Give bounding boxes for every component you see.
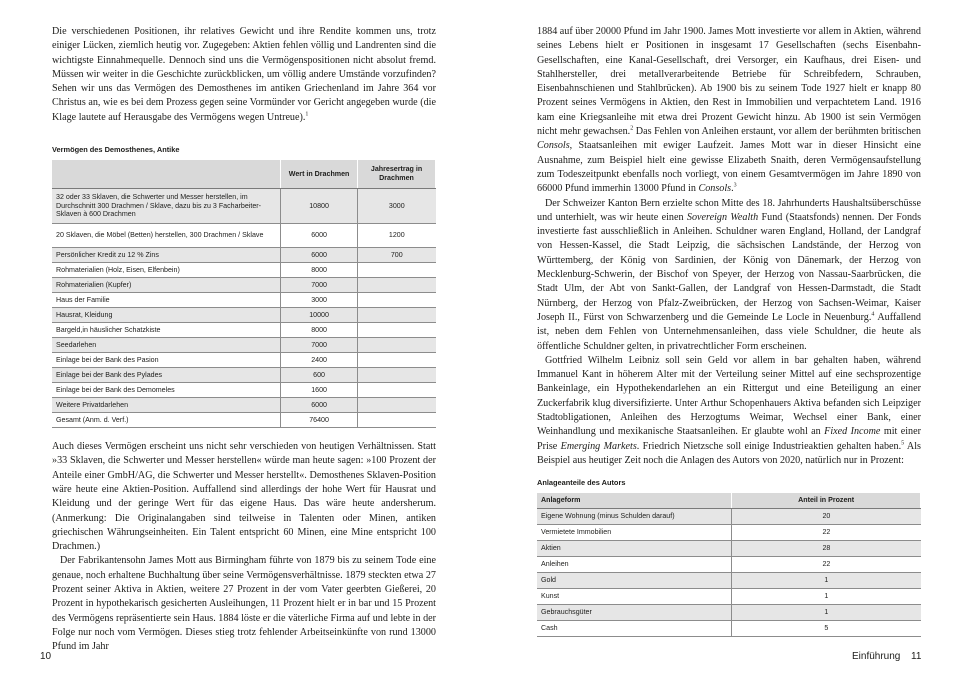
row-label: Aktien xyxy=(537,541,732,557)
row-label: Weitere Privatdarlehen xyxy=(52,398,281,413)
row-value: 1200 xyxy=(358,224,436,248)
row-value: 5 xyxy=(732,621,921,637)
table-header-row xyxy=(537,493,921,509)
table-row xyxy=(537,589,921,605)
paragraph: Auch dieses Vermögen erscheint uns nicht sehr verschieden von heutigen Verhältnissen. Statt »33 Sklaven, die Schwerter und Messer herstellen« würde man heute sagen: »100 Prozent der Anteile einer GmbH/AG, die Schwerter und Messer herstellt«. Demosthenes Sklaven-Position wäre heute eine Aktien-Position. Auffallend sind allerdings der hohe Wert für Hausrat und Kleidung und der geringe Wert für das eigene Haus. Das wäre heute andersherum. (Anmerkung: Die Originalangaben sind teilweise in Talenten oder Minen, antiken griechischen Währungseinheiten. Ein Talent entspricht 60 Minen, eine Mine entspricht 100 Drachmen.) xyxy=(52,441,436,553)
row-value: 1600 xyxy=(281,383,358,398)
row-value: 20 xyxy=(732,509,921,525)
row-label: Seedarlehen xyxy=(52,338,281,353)
paragraph: 1884 auf über 20000 Pfund im Jahr 1900. James Mott investierte vor allem in Aktien, während seines Lebens hielt er Positionen in insgesamt 17 Gesellschaften (sechs Eisenbahn-Gesellschaften, eine Kanal-Gesellschaft, drei Versorger, ein Kaufhaus, drei Eisen- und Stahlhersteller, drei metallverarbeitende Betriebe für Schreibfedern, Schrauben, Eisenbahnschienen und Stahlbrücken). Ab 1900 bis zu seinem Tode 1927 hielt er knapp 80 Prozent seines Vermögens in Aktien, den Rest in Immobilien und verpachtetem Land. 1916 kam eine Kriegsanleihe mit etwa drei Prozent Gewicht hinzu. Ab 1900 ist sein Vermögen nicht mehr gewachsen.$^2$ Das Fehlen von Anleihen erstaunt, vor allem der berühmten britischen Consols, Staatsanleihen mit ewiger Laufzeit. James Mott war in dieser Hinsicht eine Ausnahme, zum Beispiel hielt eine gewisse Elizabeth Snaith, deren Vermögensaufstellung zum Todeszeitpunkt ebenfalls noch vorliegt, von einem Gesamtvermögen im Jahre 1890 von 66000 Pfund immerhin 13000 Pfund in Consols.$^3$ xyxy=(537,26,921,195)
row-value xyxy=(358,413,436,428)
table-row xyxy=(52,383,436,398)
column-header: Jahresertrag in Drachmen xyxy=(358,160,436,189)
demosthenes-assets-table xyxy=(52,160,436,428)
footnote-marker: 3 xyxy=(733,182,737,189)
table-row xyxy=(52,293,436,308)
row-label: Eigene Wohnung (minus Schulden darauf) xyxy=(537,509,732,525)
column-header: Anteil in Prozent xyxy=(732,493,921,509)
row-value xyxy=(358,338,436,353)
table-row xyxy=(52,368,436,383)
footnote-marker: 4 xyxy=(871,311,875,318)
page-number: 11 xyxy=(911,651,922,662)
table-row xyxy=(52,323,436,338)
page-number: 10 xyxy=(40,651,52,662)
row-value: 22 xyxy=(732,557,921,573)
footer-label: Einführung xyxy=(852,651,901,662)
row-value xyxy=(358,323,436,338)
row-value: 10000 xyxy=(281,308,358,323)
table-row xyxy=(52,224,436,248)
left-page xyxy=(0,0,484,675)
table-row xyxy=(52,338,436,353)
table-title: Anlageanteile des Autors xyxy=(537,478,626,488)
table-row xyxy=(537,509,921,525)
row-label: Persönlicher Kredit zu 12 % Zins xyxy=(52,248,281,263)
row-value: 6000 xyxy=(281,224,358,248)
row-label: Einlage bei der Bank des Pylades xyxy=(52,368,281,383)
row-label: Gebrauchsgüter xyxy=(537,605,732,621)
row-value: 76400 xyxy=(281,413,358,428)
table-row xyxy=(52,278,436,293)
row-value: 3000 xyxy=(358,189,436,224)
row-value: 1 xyxy=(732,573,921,589)
row-value xyxy=(358,353,436,368)
table-row xyxy=(52,248,436,263)
paragraph: Der Fabrikantensohn James Mott aus Birmingham führte von 1879 bis zu seinem Tode eine genaue, noch erhaltene Buchhaltung über seine Vermögensverhältnisse. 1879 steckten etwa 27 Prozent seiner Aktiva in Aktien, weitere 27 Prozent in der vom Vater geerbten Gießerei, 20 Prozent in hypothekarisch gesicherten Ausleihungen, 11 Prozent hielt er in bar und 15 Prozent des Vermögens repräsentierte sein Haus. 1884 löste er die väterliche Firma auf und lebte in der Folge nur noch vom Vermögen. Dieses stieg trotz fehlender Arbeitseinkünfte von rund 13000 Pfund im Jahr xyxy=(52,555,436,653)
row-value: 22 xyxy=(732,525,921,541)
row-value: 6000 xyxy=(281,248,358,263)
row-value: 8000 xyxy=(281,323,358,338)
table-row xyxy=(537,541,921,557)
row-label: Hausrat, Kleidung xyxy=(52,308,281,323)
row-value: 28 xyxy=(732,541,921,557)
row-value: 10800 xyxy=(281,189,358,224)
table-row xyxy=(537,573,921,589)
row-value: 700 xyxy=(358,248,436,263)
row-label: 32 oder 33 Sklaven, die Schwerter und Messer herstellen, im Durchschnitt 300 Drachmen / Sklave, dazu bis zu 3 Facharbeiter-Sklaven à 600 Drachmen xyxy=(52,189,281,224)
table-row xyxy=(537,525,921,541)
row-label: Cash xyxy=(537,621,732,637)
row-value: 8000 xyxy=(281,263,358,278)
column-header: Anlageform xyxy=(537,493,732,509)
row-value xyxy=(358,263,436,278)
row-label: Gold xyxy=(537,573,732,589)
row-value xyxy=(358,398,436,413)
author-allocation-table xyxy=(537,493,921,637)
row-label: Gesamt (Anm. d. Verf.) xyxy=(52,413,281,428)
footnote-marker: 2 xyxy=(630,125,634,132)
paragraph-text: Die verschiedenen Positionen, ihr relatives Gewicht und ihre Rendite kommen uns, trotz einiger Lücken, ziemlich heutig vor. Zugegeben: Aktien fehlen völlig und Landrenten sind die wichtigste Einnahmequelle. Dennoch sind uns die Vermögenspositionen nicht absolut fremd. Müssen wir weiter in die Geschichte zurückblicken, um völlig andere Umstände vorzufinden? Sehen wir uns das Vermögen des Demosthenes im antiken Griechenland im Jahre 364 vor Christus an, wie es bei dem Prozess gegen seine Vormünder vor Gericht angegeben wurde (die Klage lautete auf Herausgabe des Vermögens wegen Untreue). xyxy=(52,26,436,123)
row-label: Rohmaterialien (Holz, Eisen, Elfenbein) xyxy=(52,263,281,278)
row-label: Haus der Familie xyxy=(52,293,281,308)
row-value: 1 xyxy=(732,589,921,605)
paragraph xyxy=(52,25,436,125)
row-label: Anleihen xyxy=(537,557,732,573)
row-value: 6000 xyxy=(281,398,358,413)
right-column xyxy=(537,25,921,637)
row-value: 2400 xyxy=(281,353,358,368)
row-value: 7000 xyxy=(281,278,358,293)
table-row xyxy=(52,263,436,278)
column-header: Wert in Drachmen xyxy=(281,160,358,189)
row-label: Einlage bei der Bank des Pasion xyxy=(52,353,281,368)
paragraph: Der Schweizer Kanton Bern erzielte schon Mitte des 18. Jahrhunderts Haushaltsüberschüsse und unterhielt, was wir heute einen Sovereign Wealth Fund (Staatsfonds) nennen. Der Fonds investierte fast ausschließlich in Anleihen. Schuldner waren England, Holland, der Landgraf von Hessen-Kassel, die Stadt Leipzig, die sächsischen Landstände, der Herzog von Württemberg, der König von Sardinien, der König von Dänemark, der Herzog von Mecklenburg-Schwerin, der Bischof von Speyer, der Herzog von Nassau-Saarbrücken, die Stadt Ulm, der Abt von Sankt-Gallen, der Landgraf von Hessen-Darmstadt, die Stadt Nürnberg, der Herzog von Pfalz-Zweibrücken, der Herzog von Sachsen-Weimar, Kaiser Joseph II., Fürst von Schwarzenberg und die Gemeinde Le Locle in Neuenburg.$^4$ Auffallend ist, neben dem Fehlen von Unternehmensanleihen, dass viele Schuldner, die heute als öffentliche Schuldner gelten, in privatrechtlicher Form erscheinen. xyxy=(537,197,922,352)
footnote-marker: 5 xyxy=(901,440,905,447)
row-value: 600 xyxy=(281,368,358,383)
footnote-marker: 1 xyxy=(305,111,309,118)
left-column xyxy=(52,25,436,655)
table-row xyxy=(52,308,436,323)
table-row xyxy=(537,605,921,621)
table-title: Vermögen des Demosthenes, Antike xyxy=(52,145,180,155)
row-value xyxy=(358,368,436,383)
row-value xyxy=(358,383,436,398)
row-label: Vermietete Immobilien xyxy=(537,525,732,541)
column-header xyxy=(52,160,281,189)
row-label: 20 Sklaven, die Möbel (Betten) herstellen, 300 Drachmen / Sklave xyxy=(52,224,281,248)
row-value xyxy=(358,278,436,293)
table-row xyxy=(52,413,436,428)
right-page xyxy=(485,0,969,675)
paragraph: Gottfried Wilhelm Leibniz soll sein Geld vor allem in bar gehalten haben, während Immanuel Kant in höherem Alter mit der Verteilung seiner Mittel auf eine sechsprozentige Bankeinlage, ein Hypothekendarlehen an ein Rittergut und eine Beteiligung an einer Zuckerfabrik klug diversifizierte. Unter Arthur Schopenhauers Aktiva befanden sich Leipziger Stadtobligationen, Anleihen des Herzogtums Weimar, Wechsel einer Bank, einer Weinhandlung und mexikanische Staatsanleihen. Er glaubte wohl an Fixed Income mit einer Prise Emerging Markets. Friedrich Nietzsche soll einige Industrieaktien gehalten haben.$^5$ Als Beispiel aus heutiger Zeit noch die Anlagen des Autors von 2020, natürlich nur in Prozent: xyxy=(537,354,921,466)
table-header-row xyxy=(52,160,436,189)
row-value: 1 xyxy=(732,605,921,621)
row-label: Einlage bei der Bank des Demomeles xyxy=(52,383,281,398)
table-row xyxy=(537,621,921,637)
row-value: 7000 xyxy=(281,338,358,353)
table-row xyxy=(52,353,436,368)
row-label: Rohmaterialien (Kupfer) xyxy=(52,278,281,293)
row-value xyxy=(358,308,436,323)
table-row xyxy=(52,398,436,413)
table-row xyxy=(52,189,436,224)
row-value: 3000 xyxy=(281,293,358,308)
row-label: Bargeld,in häuslicher Schatzkiste xyxy=(52,323,281,338)
row-value xyxy=(358,293,436,308)
row-label: Kunst xyxy=(537,589,732,605)
table-row xyxy=(537,557,921,573)
